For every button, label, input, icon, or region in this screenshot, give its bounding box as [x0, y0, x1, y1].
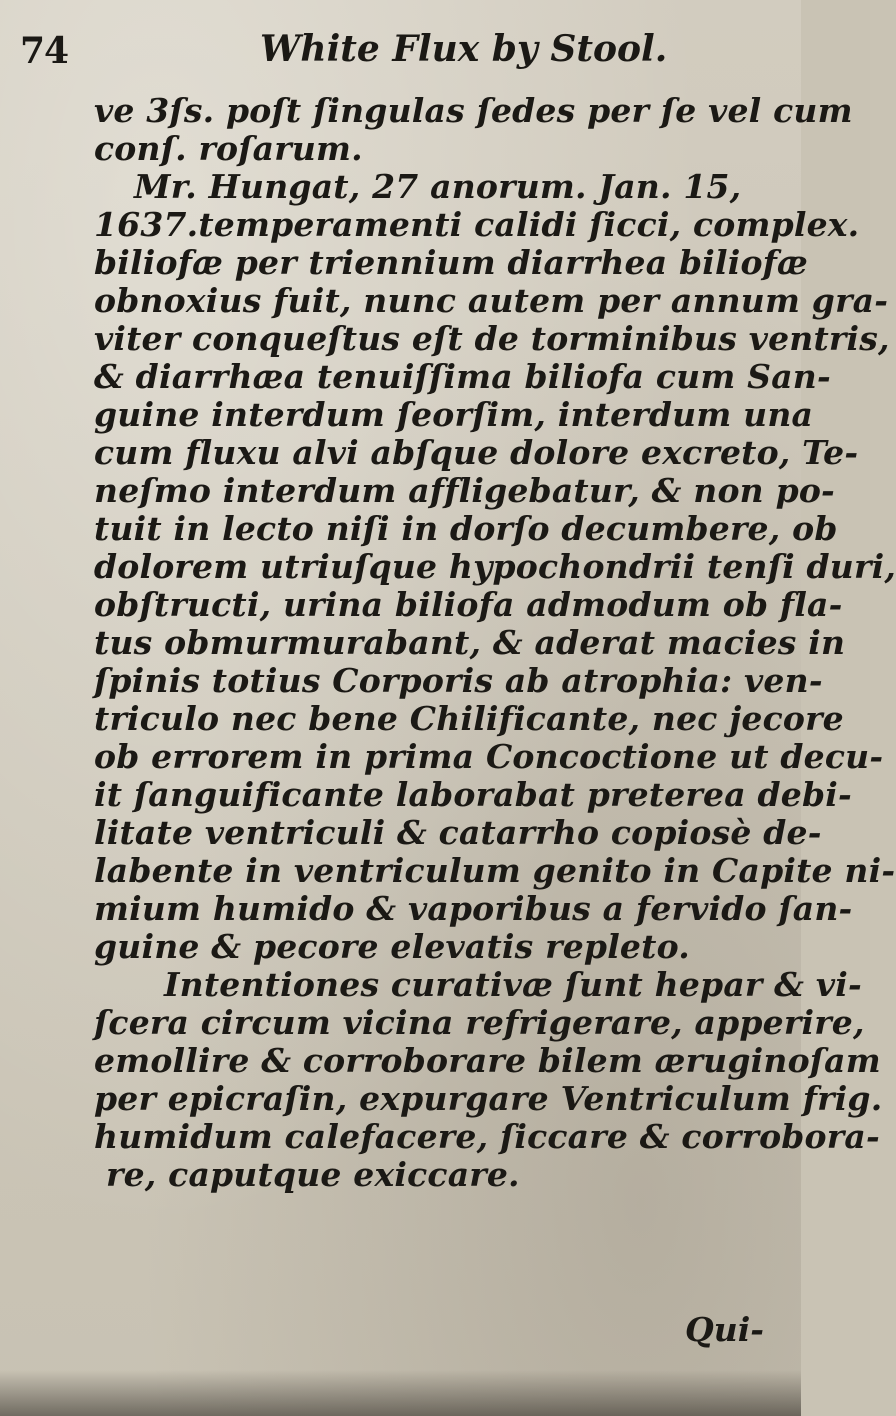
text-line: 1637.temperamenti calidi ſicci, complex. — [94, 205, 860, 244]
text-line: litate ventriculi & catarrho copiosè de- — [94, 813, 822, 852]
text-line: conſ. roſarum. — [94, 129, 363, 168]
body-text — [94, 91, 896, 1194]
text-line: tuit in lecto niſi in dorſo decumbere, ob — [94, 509, 838, 548]
text-line: humidum calefacere, ſiccare & corrobora- — [94, 1117, 880, 1156]
text-line: emollire & corroborare bilem æruginoſam — [94, 1041, 881, 1080]
text-line: mium humido & vaporibus a fervido ſan- — [94, 889, 853, 928]
text-line: ve 3ſs. poſt ſingulas ſedes per ſe vel cum — [94, 91, 853, 130]
text-line: triculo nec bene Chilificante, nec jecore — [94, 699, 844, 738]
text-line: it ſanguificante laborabat preterea debi- — [94, 775, 852, 814]
text-line: re, caputque exiccare. — [106, 1155, 520, 1194]
text-line: per epicraſin, expurgare Ventriculum frig. — [94, 1079, 883, 1118]
text-line: ſpinis totius Corporis ab atrophia: ven- — [94, 661, 823, 700]
text-line: Mr. Hungat, 27 anorum. Jan. 15, — [134, 167, 742, 206]
catchword: Qui- — [685, 1310, 764, 1349]
running-head: White Flux by Stool. — [260, 28, 668, 70]
text-line: dolorem utriuſque hypochondrii tenſi duri, — [94, 547, 896, 586]
page-number: 74 — [20, 30, 69, 72]
text-line: guine & pecore elevatis repleto. — [94, 927, 690, 966]
text-line: labente in ventriculum genito in Capite ni- — [94, 851, 896, 890]
text-line: guine interdum ſeorſim, interdum una — [94, 395, 814, 434]
text-line: obſtructi, urina biliofa admodum ob fla- — [94, 585, 843, 624]
text-line: Intentiones curativæ ſunt hepar & vi- — [164, 965, 862, 1004]
text-line: viter conqueſtus eſt de torminibus ventris, — [94, 319, 890, 358]
text-line: & diarrhæa tenuiſſima biliofa cum San- — [94, 357, 831, 396]
text-line: obnoxius fuit, nunc autem per annum gra- — [94, 281, 889, 320]
page-header — [20, 28, 781, 78]
text-line: ob errorem in prima Concoctione ut decu- — [94, 737, 884, 776]
page-bottom-shadow — [0, 1370, 801, 1416]
text-line: biliofæ per triennium diarrhea biliofæ — [94, 243, 809, 282]
text-line: cum fluxu alvi abſque dolore excreto, Te- — [94, 433, 859, 472]
text-line: tus obmurmurabant, & aderat macies in — [94, 623, 846, 662]
text-line: ſcera circum vicina refrigerare, apperire, — [94, 1003, 865, 1042]
text-line: neſmo interdum affligebatur, & non po- — [94, 471, 835, 510]
